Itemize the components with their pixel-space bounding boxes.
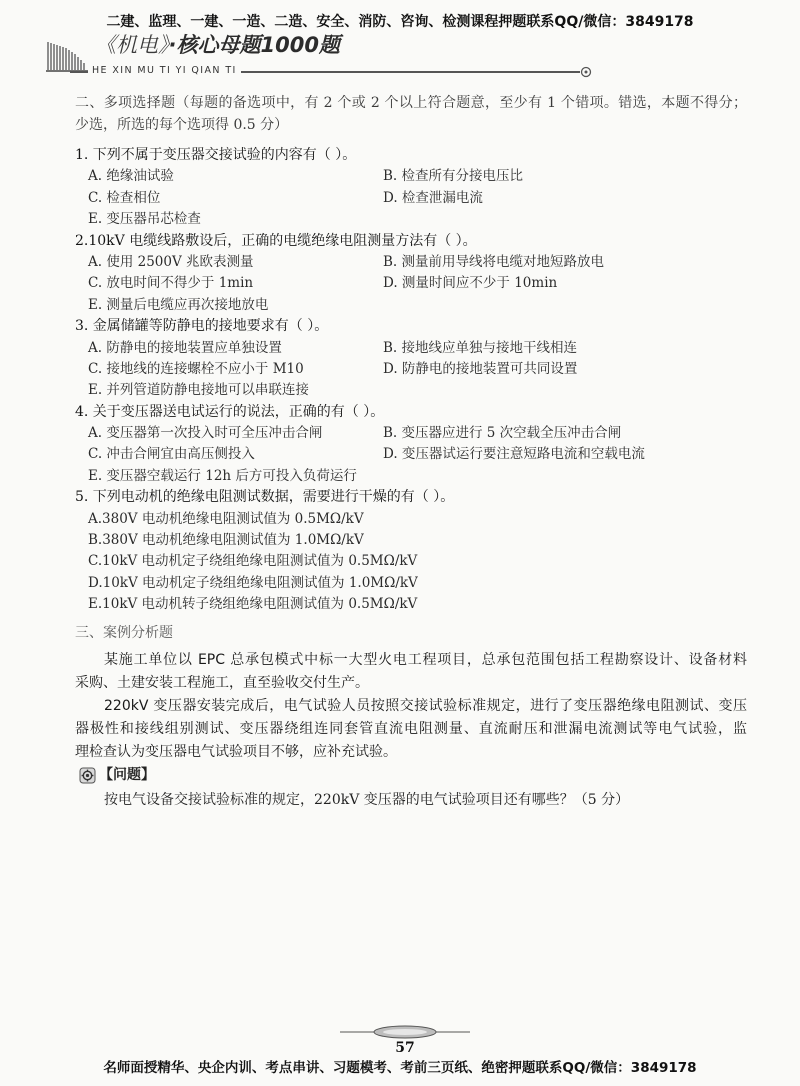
paragraph-line: 某施工单位以 EPC 总承包模式中标一大型火电工程项目，总承包范围包括工程勘察设计、设备材料: [104, 652, 747, 668]
option-b: B. 检查所有分接电压比: [383, 168, 524, 185]
option-c: C. 放电时间不得少于 1min: [88, 275, 254, 292]
option-d: D. 变压器试运行要注意短路电流和空载电流: [383, 446, 645, 463]
case-paragraph-2: [75, 695, 747, 764]
option-b: B. 接地线应单独与接地干线相连: [383, 339, 578, 356]
paragraph-line: 器极性和接线组别测试、变压器绕组连同套管直流电阻测量、直流耐压和泄漏电流测试等电气试验，监: [75, 721, 747, 737]
book-subject: 《机电》: [95, 33, 169, 57]
book-logo-icon: [44, 32, 94, 74]
question-stem: 2.10kV 电缆线路敷设后，正确的电缆绝缘电阻测量方法有（ ）。: [75, 232, 477, 249]
rule-end-icon: [579, 65, 593, 79]
option-d: D. 检查泄漏电流: [383, 189, 483, 206]
question-list: [75, 145, 747, 616]
option-d: D.10kV 电动机定子绕组绝缘电阻测试值为 1.0MΩ/kV: [88, 574, 418, 591]
question-stem: 3. 金属储罐等防静电的接地要求有（ ）。: [75, 318, 329, 335]
question-4: [75, 402, 747, 488]
option-e: E. 变压器吊芯检查: [88, 211, 201, 228]
option-list: [75, 252, 747, 316]
page-number: 57: [395, 1040, 415, 1056]
option-d: D. 测量时间应不少于 10min: [383, 275, 558, 292]
option-c: C. 检查相位: [88, 189, 161, 206]
option-b: B. 变压器应进行 5 次空载全压冲击合闸: [383, 425, 622, 442]
option-list: [75, 423, 747, 487]
case-description: [75, 649, 747, 764]
multiple-choice-heading: [75, 92, 747, 136]
question-5: [75, 487, 747, 615]
heading-line: 二、多项选择题（每题的备选项中，有 2 个或 2 个以上符合题意，至少有 1 个错项。错选，本题不得分；: [75, 95, 747, 111]
case-paragraph-1: [75, 649, 747, 695]
option-list: [75, 509, 747, 616]
question-label: 【问题】: [99, 767, 155, 783]
option-a: A. 使用 2500V 兆欧表测量: [88, 253, 254, 270]
paragraph-line: 理检查认为变压器电气试验项目不够，应补充试验。: [75, 744, 397, 760]
option-b: B. 测量前用导线将电缆对地短路放电: [383, 253, 605, 270]
option-e: E. 并列管道防静电接地可以串联连接: [88, 382, 309, 399]
page-ornament-icon: [340, 1024, 470, 1040]
question-stem: 4. 关于变压器送电试运行的说法，正确的有（ ）。: [75, 403, 385, 420]
case-analysis-section: [75, 622, 747, 811]
option-d: D. 防静电的接地装置可共同设置: [383, 360, 578, 377]
option-e: E.10kV 电动机转子绕组绝缘电阻测试值为 0.5MΩ/kV: [88, 596, 418, 613]
question-label-row: [75, 764, 747, 786]
option-c: C. 冲击合闸宜由高压侧投入: [88, 446, 255, 463]
option-e: E. 测量后电缆应再次接地放电: [88, 296, 269, 313]
option-b: B.380V 电动机绝缘电阻测试值为 1.0MΩ/kV: [88, 532, 364, 549]
option-list: [75, 338, 747, 402]
question-1: [75, 145, 747, 231]
option-a: A. 绝缘油试验: [88, 168, 174, 185]
case-analysis-heading: 三、案例分析题: [75, 625, 173, 641]
option-a: A. 变压器第一次投入时可全压冲击合闸: [88, 425, 323, 442]
paragraph-line: 采购、土建安装工程施工，直至验收交付生产。: [75, 675, 369, 691]
question-2: [75, 231, 747, 317]
option-c: C.10kV 电动机定子绕组绝缘电阻测试值为 0.5MΩ/kV: [88, 553, 418, 570]
option-e: E. 变压器空载运行 12h 后方可投入负荷运行: [88, 467, 357, 484]
top-contact-banner: 二建、监理、一建、一造、二造、安全、消防、咨询、检测课程押题联系QQ/微信：3849178: [106, 14, 694, 30]
bottom-contact-banner: 名师面授精华、央企内训、考点串讲、习题模考、考前三页纸、绝密押题联系QQ/微信：3849178: [103, 1060, 697, 1076]
option-a: A.380V 电动机绝缘电阻测试值为 0.5MΩ/kV: [88, 510, 364, 527]
question-stem: 5. 下列电动机的绝缘电阻测试数据，需要进行干燥的有（ ）。: [75, 489, 455, 506]
option-c: C. 接地线的连接螺栓不应小于 M10: [88, 360, 304, 377]
multiple-choice-section: [75, 92, 747, 616]
case-question: 按电气设备交接试验标准的规定，220kV 变压器的电气试验项目还有哪些？（5 分）: [104, 792, 630, 808]
book-title: [95, 31, 340, 59]
question-3: [75, 316, 747, 402]
option-a: A. 防静电的接地装置应单独设置: [88, 339, 282, 356]
question-stem: 1. 下列不属于变压器交接试验的内容有（ ）。: [75, 147, 357, 163]
book-pinyin: HE XIN MU TI YI QIAN TI: [88, 64, 241, 78]
heading-line: 少选，所选的每个选项得 0.5 分）: [75, 117, 289, 133]
question-gear-icon: [79, 767, 96, 784]
book-series: ·核心母题1000题: [168, 33, 340, 57]
option-list: [75, 166, 747, 230]
paragraph-line: 220kV 变压器安装完成后，电气试验人员按照交接试验标准规定，进行了变压器绝缘电阻测试、变压: [104, 698, 747, 714]
